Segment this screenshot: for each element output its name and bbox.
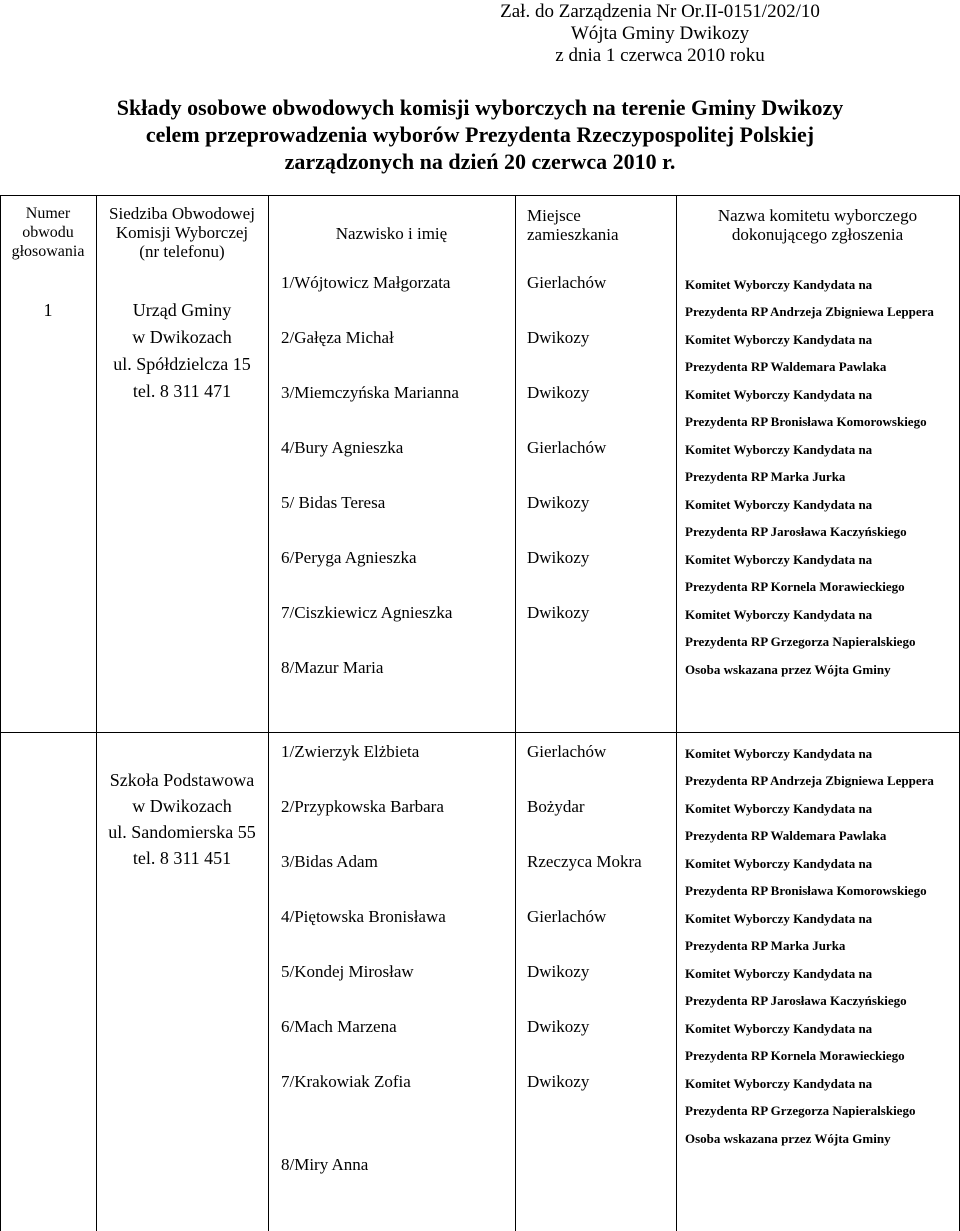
member-name: 5/ Bidas Teresa [281,493,386,512]
member-committee [685,856,927,899]
committee-line: Prezydenta RP Jarosława Kaczyńskiego [685,524,907,539]
member-committee [685,966,907,1009]
member-committee [685,277,934,320]
committee-line: Prezydenta RP Kornela Morawieckiego [685,579,905,594]
table-top-border [0,195,960,196]
title-line: Składy osobowe obwodowych komisji wyborczych na terenie Gminy Dwikozy [116,95,844,120]
column-border [268,195,269,1231]
member-residence: Rzeczyca Mokra [527,852,642,871]
member-name: 4/Bury Agnieszka [281,438,404,457]
committee-line: Prezydenta RP Andrzeja Zbigniewa Leppera [685,773,934,788]
member-name: 6/Peryga Agnieszka [281,548,417,567]
member-committee [685,387,927,430]
seat-line: w Dwikozach [132,327,232,347]
committee-line: Komitet Wyborczy Kandydata na [685,1076,873,1091]
committee-line: Prezydenta RP Waldemara Pawlaka [685,359,887,374]
member-residence: Dwikozy [527,383,590,402]
member-committee [685,332,886,375]
member-committee [685,497,907,540]
member-residence: Dwikozy [527,962,590,981]
title-line: zarządzonych na dzień 20 czerwca 2010 r. [284,149,676,174]
committee-line: Prezydenta RP Bronisława Komorowskiego [685,414,927,429]
member-name: 3/Miemczyńska Marianna [281,383,459,402]
committee-line: Prezydenta RP Bronisława Komorowskiego [685,883,927,898]
header-text: Miejsce [527,206,581,225]
member-committee [685,1131,891,1147]
column-border [676,195,677,1231]
header-text: obwodu [22,224,74,241]
committee-line: Komitet Wyborczy Kandydata na [685,497,873,512]
committee-line: Osoba wskazana przez Wójta Gminy [685,1131,891,1146]
committee-seat [96,299,268,407]
committee-line: Komitet Wyborczy Kandydata na [685,607,873,622]
member-residence: Dwikozy [527,1017,590,1036]
header-name [268,224,515,243]
member-name: 4/Piętowska Bronisława [281,907,446,926]
header-text: Siedziba Obwodowej [109,204,255,223]
member-residence: Gierlachów [527,273,607,292]
committee-line: Komitet Wyborczy Kandydata na [685,911,873,926]
header-text: zamieszkania [527,225,619,244]
member-name: 7/Krakowiak Zofia [281,1072,411,1091]
header-seat [96,204,268,261]
seat-line: ul. Spółdzielcza 15 [113,354,251,374]
member-residence: Gierlachów [527,438,607,457]
member-residence: Dwikozy [527,328,590,347]
committee-line: Osoba wskazana przez Wójta Gminy [685,662,891,677]
column-border [0,195,1,1231]
committee-line: Komitet Wyborczy Kandydata na [685,387,873,402]
header-line: Wójta Gminy Dwikozy [570,23,750,44]
committee-line: Prezydenta RP Grzegorza Napieralskiego [685,634,916,649]
member-name: 6/Mach Marzena [281,1017,397,1036]
member-residence: Gierlachów [527,907,607,926]
header-text: Komisji Wyborczej [115,223,249,242]
member-name: 5/Kondej Mirosław [281,962,414,981]
member-residence: Dwikozy [527,493,590,512]
member-name: 1/Wójtowicz Małgorzata [281,273,451,292]
header-text: (nr telefonu) [139,242,225,261]
seat-line: ul. Sandomierska 55 [108,822,256,842]
member-committee [685,442,872,485]
committee-line: Komitet Wyborczy Kandydata na [685,856,873,871]
member-committee [685,801,886,844]
header-text: Numer [25,205,71,222]
member-residence: Dwikozy [527,603,590,622]
district-number: 1 [43,300,53,320]
member-name: 8/Mazur Maria [281,658,384,677]
member-name: 3/Bidas Adam [281,852,378,871]
committee-line: Komitet Wyborczy Kandydata na [685,966,873,981]
header-text: dokonującego zgłoszenia [731,225,904,244]
member-committee [685,1021,905,1064]
header-number [0,204,96,261]
committee-line: Prezydenta RP Waldemara Pawlaka [685,828,887,843]
header-residence [515,206,657,244]
member-residence: Bożydar [527,797,585,816]
header-text: Nazwa komitetu wyborczego [717,206,918,225]
header-text: głosowania [11,243,85,260]
committee-line: Prezydenta RP Grzegorza Napieralskiego [685,1103,916,1118]
committee-line: Prezydenta RP Kornela Morawieckiego [685,1048,905,1063]
committee-line: Komitet Wyborczy Kandydata na [685,1021,873,1036]
header-committee [676,206,959,244]
member-name: 8/Miry Anna [281,1155,369,1174]
member-residence: Dwikozy [527,1072,590,1091]
member-committee [685,911,872,954]
committee-line: Prezydenta RP Marka Jurka [685,938,846,953]
member-committee [685,746,934,789]
section-divider [0,732,960,733]
committee-line: Prezydenta RP Marka Jurka [685,469,846,484]
member-committee [685,662,891,678]
committee-seat [96,769,268,873]
seat-line: tel. 8 311 451 [132,848,232,868]
header-line: z dnia 1 czerwca 2010 roku [555,45,765,66]
member-residence: Gierlachów [527,742,607,761]
member-residence: Dwikozy [527,548,590,567]
member-name: 7/Ciszkiewicz Agnieszka [281,603,453,622]
member-committee [685,1076,915,1119]
title-line: celem przeprowadzenia wyborów Prezydenta Rzeczypospolitej Polskiej [145,122,815,147]
member-name: 1/Zwierzyk Elżbieta [281,742,420,761]
column-border [515,195,516,1231]
seat-line: Urząd Gminy [132,300,232,320]
header-line: Zał. do Zarządzenia Nr Or.II-0151/202/10 [500,1,820,22]
committee-line: Komitet Wyborczy Kandydata na [685,442,873,457]
committee-line: Komitet Wyborczy Kandydata na [685,552,873,567]
committee-line: Prezydenta RP Andrzeja Zbigniewa Leppera [685,304,934,319]
committee-line: Komitet Wyborczy Kandydata na [685,801,873,816]
member-name: 2/Gałęza Michał [281,328,394,347]
member-committee [685,552,905,595]
member-committee [685,607,915,650]
committee-line: Prezydenta RP Jarosława Kaczyńskiego [685,993,907,1008]
committee-line: Komitet Wyborczy Kandydata na [685,746,873,761]
member-name: 2/Przypkowska Barbara [281,797,444,816]
committee-line: Komitet Wyborczy Kandydata na [685,277,873,292]
seat-line: Szkoła Podstawowa [109,770,255,790]
seat-line: w Dwikozach [132,796,232,816]
header-text: Nazwisko i imię [335,224,448,243]
committee-line: Komitet Wyborczy Kandydata na [685,332,873,347]
seat-line: tel. 8 311 471 [132,381,232,401]
